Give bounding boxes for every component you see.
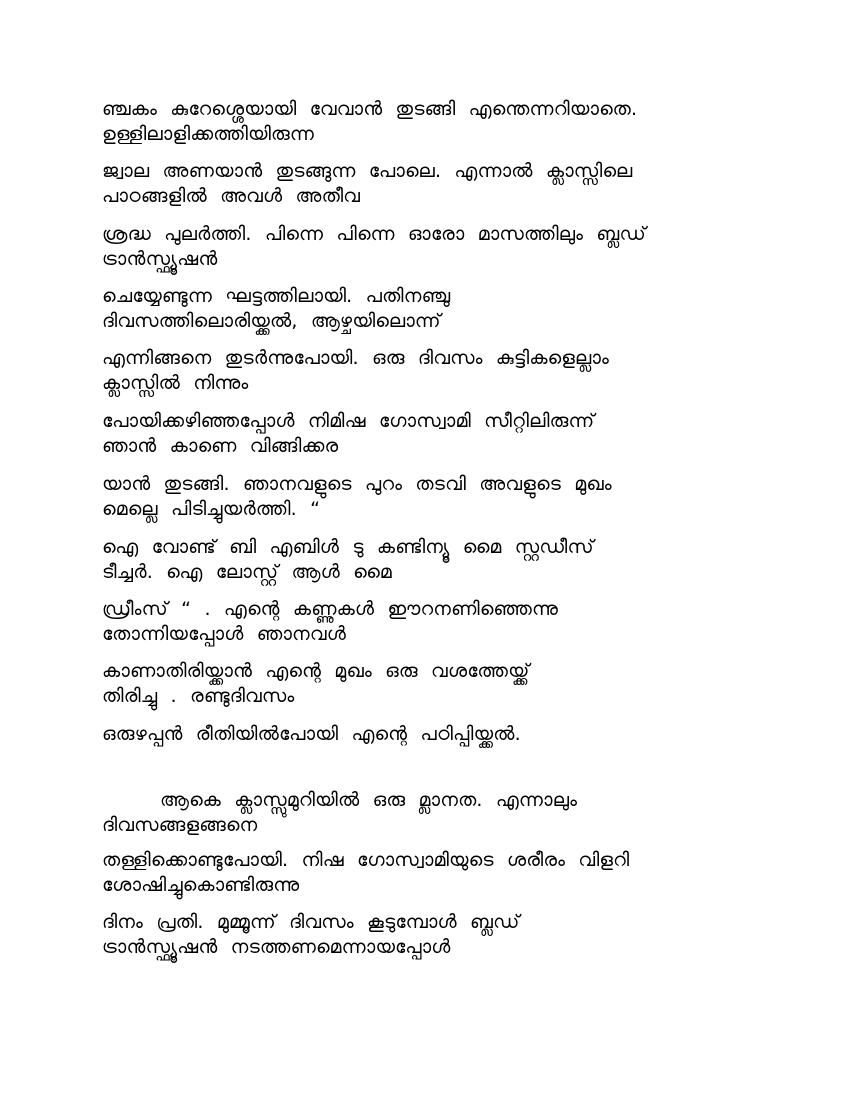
text-line: പോയിക്കഴിഞ്ഞപ്പോൾ നിമിഷ ഗോസ്വാമി സീറ്റിലിരുന്ന് (102, 410, 595, 432)
text-line: ദിനം പ്രതി. മുമ്മൂന്ന് ദിവസം കൂടുമ്പോൾ ബ്ലഡ് (102, 911, 520, 933)
text-line: ട്രാൻസ്ഫ്യൂഷൻ (102, 248, 218, 270)
text-line: ശ്രദ്ധ പുലർത്തി. പിന്നെ പിന്നെ ഓരോ മാസത്തിലും ബ്ലഡ് (102, 223, 646, 245)
paragraph-12 (102, 788, 742, 838)
text-line: ഐ വോണ്ട് ബി എബിൾ ടു കണ്ടിന്യൂ മൈ സ്റ്റഡീസ് (102, 536, 594, 558)
text-line: തോന്നിയപ്പോൾ ഞാനവൾ (102, 623, 347, 645)
text-line: ഒരുഴപ്പൻ രീതിയിൽപോയി എന്റെ പഠിപ്പിയ്ക്കൽ. (102, 723, 521, 745)
paragraph-13 (102, 848, 742, 898)
paragraph-8 (102, 535, 742, 585)
text-line: മെല്ലെ പിടിച്ചുയർത്തി. “ (102, 498, 321, 520)
text-line: എന്നിങ്ങനെ തുടർന്നുപോയി. ഒരു ദിവസം കുട്ടികളെല്ലാം (102, 347, 610, 369)
paragraph-5 (102, 346, 742, 396)
paragraph-14 (102, 910, 742, 960)
text-line: ശോഷിച്ചുകൊണ്ടിരുന്നു (102, 874, 300, 896)
text-line: പാഠങ്ങളിൽ അവൾ അതീവ (102, 185, 361, 207)
paragraph-1 (102, 97, 742, 147)
text-line: തിരിച്ചു . രണ്ടുദിവസം (102, 685, 295, 707)
paragraph-10 (102, 659, 742, 709)
text-line: ദിവസത്തിലൊരിയ്ക്കൽ, ആഴ്ചയിലൊന്ന് (102, 310, 441, 332)
paragraph-2 (102, 159, 742, 209)
text-line: ആകെ ക്ലാസ്സുമുറിയിൽ ഒരു മ്ലാനത. എന്നാലും (160, 789, 578, 811)
text-line: ഞ്ചകം കുറേശ്ശെയായി വേവാൻ തുടങ്ങി എന്തെന്നറിയാതെ. (102, 98, 638, 120)
paragraph-7 (102, 472, 742, 522)
paragraph-6 (102, 409, 742, 459)
text-line: ഉള്ളിലാളിക്കത്തിയിരുന്ന (102, 123, 315, 145)
paragraph-4 (102, 284, 742, 334)
text-line: ടീച്ചർ. ഐ ലോസ്റ്റ് ആൾ മൈ (102, 561, 392, 583)
text-line: ഡ്രീംസ് “ . എന്റെ കണ്ണുകൾ ഈറനണിഞ്ഞെന്നു (102, 598, 559, 620)
paragraph-11 (102, 722, 742, 747)
text-line: യാൻ തുടങ്ങി. ഞാനവളുടെ പുറം തടവി അവളുടെ മുഖം (102, 473, 612, 495)
text-line: തള്ളിക്കൊണ്ടുപോയി. നിഷ ഗോസ്വാമിയുടെ ശരീരം വിളറി (102, 849, 630, 871)
text-line: കാണാതിരിയ്ക്കാൻ എന്റെ മുഖം ഒരു വശത്തേയ്ക്ക് (102, 660, 530, 682)
text-line: ഞാൻ കാണെ വിങ്ങിക്കര (102, 435, 339, 457)
text-line: ജ്വാല അണയാൻ തുടങ്ങുന്ന പോലെ. എന്നാൽ ക്ലാസ്സിലെ (102, 160, 633, 182)
text-line: ക്ലാസ്സിൽ നിന്നും (102, 372, 249, 394)
text-line: ദിവസങ്ങളങ്ങനെ (102, 814, 258, 836)
text-line: ട്രാൻസ്ഫ്യൂഷൻ നടത്തണമെന്നായപ്പോൾ (102, 936, 451, 958)
paragraph-9 (102, 597, 742, 647)
text-line: ചെയ്യേണ്ടുന്ന ഘട്ടത്തിലായി. പതിനഞ്ചു (102, 285, 451, 307)
paragraph-3 (102, 222, 742, 272)
